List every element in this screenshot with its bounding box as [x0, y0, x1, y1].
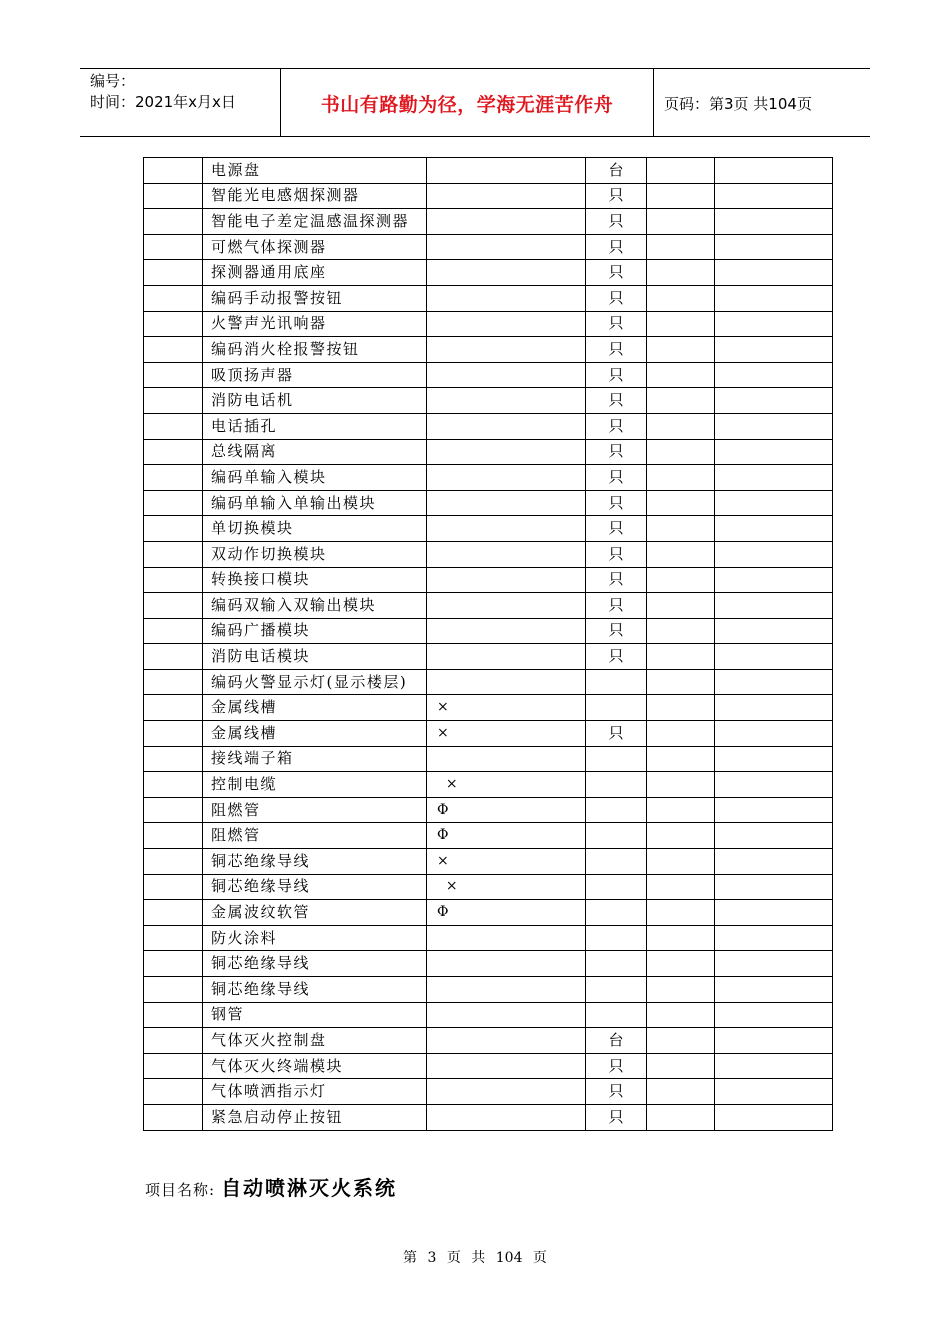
cell-item-name: 电源盘	[203, 158, 427, 184]
cell-spec	[427, 977, 586, 1003]
cell-spec	[427, 388, 586, 414]
table-row	[144, 439, 833, 465]
cell-note	[715, 721, 833, 747]
cell-spec	[427, 669, 586, 695]
cell-item-name: 编码单输入模块	[203, 465, 427, 491]
cell-item-name: 气体灭火控制盘	[203, 1028, 427, 1054]
cell-item-name: 阻燃管	[203, 823, 427, 849]
cell-item-name: 智能电子差定温感温探测器	[203, 209, 427, 235]
cell-unit: 只	[586, 183, 647, 209]
cell-unit	[586, 746, 647, 772]
cell-index	[144, 849, 203, 875]
cell-quantity	[647, 900, 715, 926]
cell-quantity	[647, 567, 715, 593]
table-row	[144, 260, 833, 286]
cell-note	[715, 951, 833, 977]
cell-item-name: 编码广播模块	[203, 618, 427, 644]
cell-item-name: 编码手动报警按钮	[203, 285, 427, 311]
cell-spec	[427, 644, 586, 670]
cell-note	[715, 849, 833, 875]
cell-note	[715, 541, 833, 567]
table-row	[144, 644, 833, 670]
cell-unit: 只	[586, 721, 647, 747]
cell-quantity	[647, 413, 715, 439]
cell-unit	[586, 823, 647, 849]
cell-index	[144, 695, 203, 721]
cell-note	[715, 362, 833, 388]
cell-unit: 只	[586, 234, 647, 260]
cell-quantity	[647, 183, 715, 209]
table-row	[144, 925, 833, 951]
cell-quantity	[647, 1028, 715, 1054]
table-row	[144, 849, 833, 875]
cell-index	[144, 977, 203, 1003]
cell-unit	[586, 1002, 647, 1028]
cell-spec	[427, 439, 586, 465]
cell-unit: 只	[586, 413, 647, 439]
cell-spec	[427, 593, 586, 619]
table-row	[144, 874, 833, 900]
table-row	[144, 490, 833, 516]
table-row	[144, 669, 833, 695]
table-row	[144, 209, 833, 235]
table-row	[144, 158, 833, 184]
cell-item-name: 转换接口模块	[203, 567, 427, 593]
cell-index	[144, 1028, 203, 1054]
cell-note	[715, 797, 833, 823]
cell-item-name: 消防电话机	[203, 388, 427, 414]
cell-spec	[427, 541, 586, 567]
cell-note	[715, 413, 833, 439]
cell-note	[715, 1104, 833, 1130]
cell-spec	[427, 209, 586, 235]
cell-index	[144, 260, 203, 286]
page-header	[80, 68, 870, 137]
cell-note	[715, 900, 833, 926]
cell-note	[715, 695, 833, 721]
cell-unit: 只	[586, 644, 647, 670]
header-page-info: 页码：第3页 共104页	[664, 95, 812, 113]
cell-note	[715, 439, 833, 465]
cell-index	[144, 951, 203, 977]
cell-index	[144, 1079, 203, 1105]
cell-item-name: 铜芯绝缘导线	[203, 874, 427, 900]
cell-note	[715, 388, 833, 414]
cell-quantity	[647, 1079, 715, 1105]
cell-note	[715, 567, 833, 593]
cell-spec: Φ	[427, 797, 586, 823]
cell-note	[715, 977, 833, 1003]
cell-quantity	[647, 490, 715, 516]
cell-item-name: 可燃气体探测器	[203, 234, 427, 260]
table-row	[144, 695, 833, 721]
cell-spec: Φ	[427, 823, 586, 849]
cell-note	[715, 772, 833, 798]
date-line: 时间：2021年x月x日	[90, 93, 236, 111]
cell-note	[715, 234, 833, 260]
cell-index	[144, 158, 203, 184]
cell-quantity	[647, 260, 715, 286]
table-row	[144, 1104, 833, 1130]
cell-quantity	[647, 1002, 715, 1028]
project-line	[145, 1172, 397, 1201]
cell-index	[144, 490, 203, 516]
cell-unit	[586, 900, 647, 926]
cell-item-name: 智能光电感烟探测器	[203, 183, 427, 209]
cell-index	[144, 823, 203, 849]
cell-note	[715, 1002, 833, 1028]
cell-spec	[427, 1104, 586, 1130]
cell-item-name: 探测器通用底座	[203, 260, 427, 286]
cell-spec: ×	[427, 849, 586, 875]
cell-index	[144, 567, 203, 593]
cell-unit	[586, 977, 647, 1003]
cell-item-name: 编码消火栓报警按钮	[203, 337, 427, 363]
cell-unit: 只	[586, 618, 647, 644]
table-row	[144, 746, 833, 772]
cell-index	[144, 874, 203, 900]
cell-quantity	[647, 439, 715, 465]
cell-unit: 只	[586, 516, 647, 542]
cell-quantity	[647, 977, 715, 1003]
cell-unit: 只	[586, 311, 647, 337]
cell-spec	[427, 1079, 586, 1105]
cell-unit: 只	[586, 439, 647, 465]
cell-item-name: 编码双输入双输出模块	[203, 593, 427, 619]
cell-item-name: 接线端子箱	[203, 746, 427, 772]
cell-note	[715, 823, 833, 849]
header-meta	[80, 69, 281, 136]
cell-spec	[427, 1002, 586, 1028]
cell-item-name: 阻燃管	[203, 797, 427, 823]
cell-index	[144, 465, 203, 491]
cell-quantity	[647, 669, 715, 695]
cell-item-name: 单切换模块	[203, 516, 427, 542]
cell-item-name: 紧急启动停止按钮	[203, 1104, 427, 1130]
cell-spec: ×	[427, 721, 586, 747]
cell-unit: 只	[586, 1104, 647, 1130]
cell-spec	[427, 337, 586, 363]
cell-note	[715, 618, 833, 644]
cell-quantity	[647, 311, 715, 337]
cell-item-name: 气体灭火终端模块	[203, 1053, 427, 1079]
cell-spec	[427, 925, 586, 951]
cell-unit: 只	[586, 567, 647, 593]
cell-item-name: 总线隔离	[203, 439, 427, 465]
cell-index	[144, 721, 203, 747]
cell-quantity	[647, 516, 715, 542]
cell-unit	[586, 695, 647, 721]
cell-quantity	[647, 797, 715, 823]
table-row	[144, 541, 833, 567]
cell-note	[715, 593, 833, 619]
cell-index	[144, 516, 203, 542]
cell-note	[715, 158, 833, 184]
cell-item-name: 控制电缆	[203, 772, 427, 798]
cell-item-name: 防火涂料	[203, 925, 427, 951]
cell-index	[144, 388, 203, 414]
cell-unit: 只	[586, 541, 647, 567]
cell-note	[715, 925, 833, 951]
cell-index	[144, 311, 203, 337]
cell-item-name: 钢管	[203, 1002, 427, 1028]
cell-index	[144, 183, 203, 209]
cell-unit	[586, 925, 647, 951]
cell-index	[144, 234, 203, 260]
cell-item-name: 编码单输入单输出模块	[203, 490, 427, 516]
table-row	[144, 388, 833, 414]
cell-note	[715, 1053, 833, 1079]
cell-note	[715, 669, 833, 695]
cell-item-name: 吸顶扬声器	[203, 362, 427, 388]
cell-index	[144, 209, 203, 235]
cell-unit: 只	[586, 1079, 647, 1105]
cell-item-name: 金属线槽	[203, 695, 427, 721]
cell-spec	[427, 285, 586, 311]
cell-item-name: 铜芯绝缘导线	[203, 951, 427, 977]
cell-note	[715, 183, 833, 209]
table-row	[144, 337, 833, 363]
cell-spec: Φ	[427, 900, 586, 926]
table-row	[144, 362, 833, 388]
cell-index	[144, 1053, 203, 1079]
cell-item-name: 金属线槽	[203, 721, 427, 747]
number-label: 编号：	[90, 72, 136, 90]
table-row	[144, 1053, 833, 1079]
cell-index	[144, 797, 203, 823]
cell-quantity	[647, 925, 715, 951]
equipment-table-body	[144, 158, 833, 1131]
cell-note	[715, 1028, 833, 1054]
cell-unit: 只	[586, 362, 647, 388]
cell-index	[144, 746, 203, 772]
cell-item-name: 气体喷洒指示灯	[203, 1079, 427, 1105]
table-row	[144, 183, 833, 209]
cell-quantity	[647, 234, 715, 260]
cell-index	[144, 439, 203, 465]
cell-unit	[586, 874, 647, 900]
cell-note	[715, 644, 833, 670]
page-footer: 第 3 页 共 104 页	[403, 1250, 547, 1266]
cell-spec	[427, 516, 586, 542]
cell-note	[715, 746, 833, 772]
cell-unit: 只	[586, 337, 647, 363]
cell-unit: 只	[586, 260, 647, 286]
header-motto: 书山有路勤为径，学海无涯苦作舟	[281, 69, 654, 136]
cell-quantity	[647, 849, 715, 875]
cell-spec	[427, 746, 586, 772]
table-row	[144, 823, 833, 849]
cell-quantity	[647, 772, 715, 798]
cell-quantity	[647, 337, 715, 363]
cell-quantity	[647, 695, 715, 721]
cell-index	[144, 1002, 203, 1028]
cell-quantity	[647, 1053, 715, 1079]
table-row	[144, 1079, 833, 1105]
cell-item-name: 金属波纹软管	[203, 900, 427, 926]
table-row	[144, 285, 833, 311]
cell-quantity	[647, 158, 715, 184]
cell-note	[715, 516, 833, 542]
cell-unit: 只	[586, 388, 647, 414]
cell-quantity	[647, 874, 715, 900]
cell-quantity	[647, 209, 715, 235]
cell-quantity	[647, 644, 715, 670]
table-row	[144, 721, 833, 747]
cell-spec	[427, 183, 586, 209]
cell-quantity	[647, 951, 715, 977]
cell-spec	[427, 311, 586, 337]
cell-unit: 只	[586, 1053, 647, 1079]
cell-item-name: 双动作切换模块	[203, 541, 427, 567]
table-row	[144, 311, 833, 337]
cell-unit: 台	[586, 1028, 647, 1054]
project-name: 自动喷淋灭火系统	[221, 1176, 398, 1200]
cell-spec	[427, 260, 586, 286]
cell-index	[144, 1104, 203, 1130]
cell-spec: ×	[427, 772, 586, 798]
cell-unit: 台	[586, 158, 647, 184]
cell-spec	[427, 618, 586, 644]
cell-spec	[427, 567, 586, 593]
cell-spec	[427, 158, 586, 184]
cell-spec	[427, 465, 586, 491]
table-row	[144, 465, 833, 491]
cell-unit	[586, 669, 647, 695]
cell-unit: 只	[586, 465, 647, 491]
cell-index	[144, 669, 203, 695]
cell-item-name: 编码火警显示灯(显示楼层)	[203, 669, 427, 695]
cell-spec	[427, 1028, 586, 1054]
equipment-table	[143, 157, 833, 1131]
table-row	[144, 977, 833, 1003]
cell-spec	[427, 951, 586, 977]
cell-unit: 只	[586, 490, 647, 516]
table-row	[144, 772, 833, 798]
table-row	[144, 567, 833, 593]
table-row	[144, 951, 833, 977]
cell-quantity	[647, 721, 715, 747]
table-row	[144, 1028, 833, 1054]
cell-index	[144, 413, 203, 439]
cell-spec: ×	[427, 695, 586, 721]
cell-unit	[586, 772, 647, 798]
project-label: 项目名称:	[145, 1181, 216, 1199]
table-row	[144, 618, 833, 644]
cell-quantity	[647, 362, 715, 388]
cell-quantity	[647, 618, 715, 644]
cell-quantity	[647, 285, 715, 311]
cell-index	[144, 541, 203, 567]
cell-item-name: 铜芯绝缘导线	[203, 977, 427, 1003]
cell-spec	[427, 413, 586, 439]
cell-item-name: 消防电话模块	[203, 644, 427, 670]
cell-spec	[427, 362, 586, 388]
cell-unit	[586, 951, 647, 977]
cell-unit: 只	[586, 285, 647, 311]
cell-quantity	[647, 823, 715, 849]
cell-unit	[586, 797, 647, 823]
table-row	[144, 593, 833, 619]
cell-item-name: 电话插孔	[203, 413, 427, 439]
cell-spec	[427, 1053, 586, 1079]
cell-unit: 只	[586, 209, 647, 235]
cell-spec: ×	[427, 874, 586, 900]
cell-note	[715, 465, 833, 491]
cell-index	[144, 925, 203, 951]
cell-note	[715, 337, 833, 363]
cell-index	[144, 644, 203, 670]
cell-note	[715, 1079, 833, 1105]
cell-index	[144, 337, 203, 363]
cell-quantity	[647, 465, 715, 491]
table-row	[144, 516, 833, 542]
cell-item-name: 铜芯绝缘导线	[203, 849, 427, 875]
cell-unit	[586, 849, 647, 875]
cell-quantity	[647, 593, 715, 619]
cell-note	[715, 311, 833, 337]
cell-index	[144, 618, 203, 644]
cell-item-name: 火警声光讯响器	[203, 311, 427, 337]
cell-quantity	[647, 1104, 715, 1130]
cell-note	[715, 209, 833, 235]
table-row	[144, 1002, 833, 1028]
cell-note	[715, 874, 833, 900]
cell-index	[144, 285, 203, 311]
cell-spec	[427, 234, 586, 260]
cell-note	[715, 285, 833, 311]
cell-spec	[427, 490, 586, 516]
table-row	[144, 797, 833, 823]
cell-note	[715, 490, 833, 516]
cell-index	[144, 900, 203, 926]
cell-index	[144, 772, 203, 798]
table-row	[144, 900, 833, 926]
cell-index	[144, 593, 203, 619]
cell-note	[715, 260, 833, 286]
table-row	[144, 234, 833, 260]
cell-quantity	[647, 388, 715, 414]
table-row	[144, 413, 833, 439]
cell-quantity	[647, 541, 715, 567]
cell-quantity	[647, 746, 715, 772]
cell-unit: 只	[586, 593, 647, 619]
cell-index	[144, 362, 203, 388]
